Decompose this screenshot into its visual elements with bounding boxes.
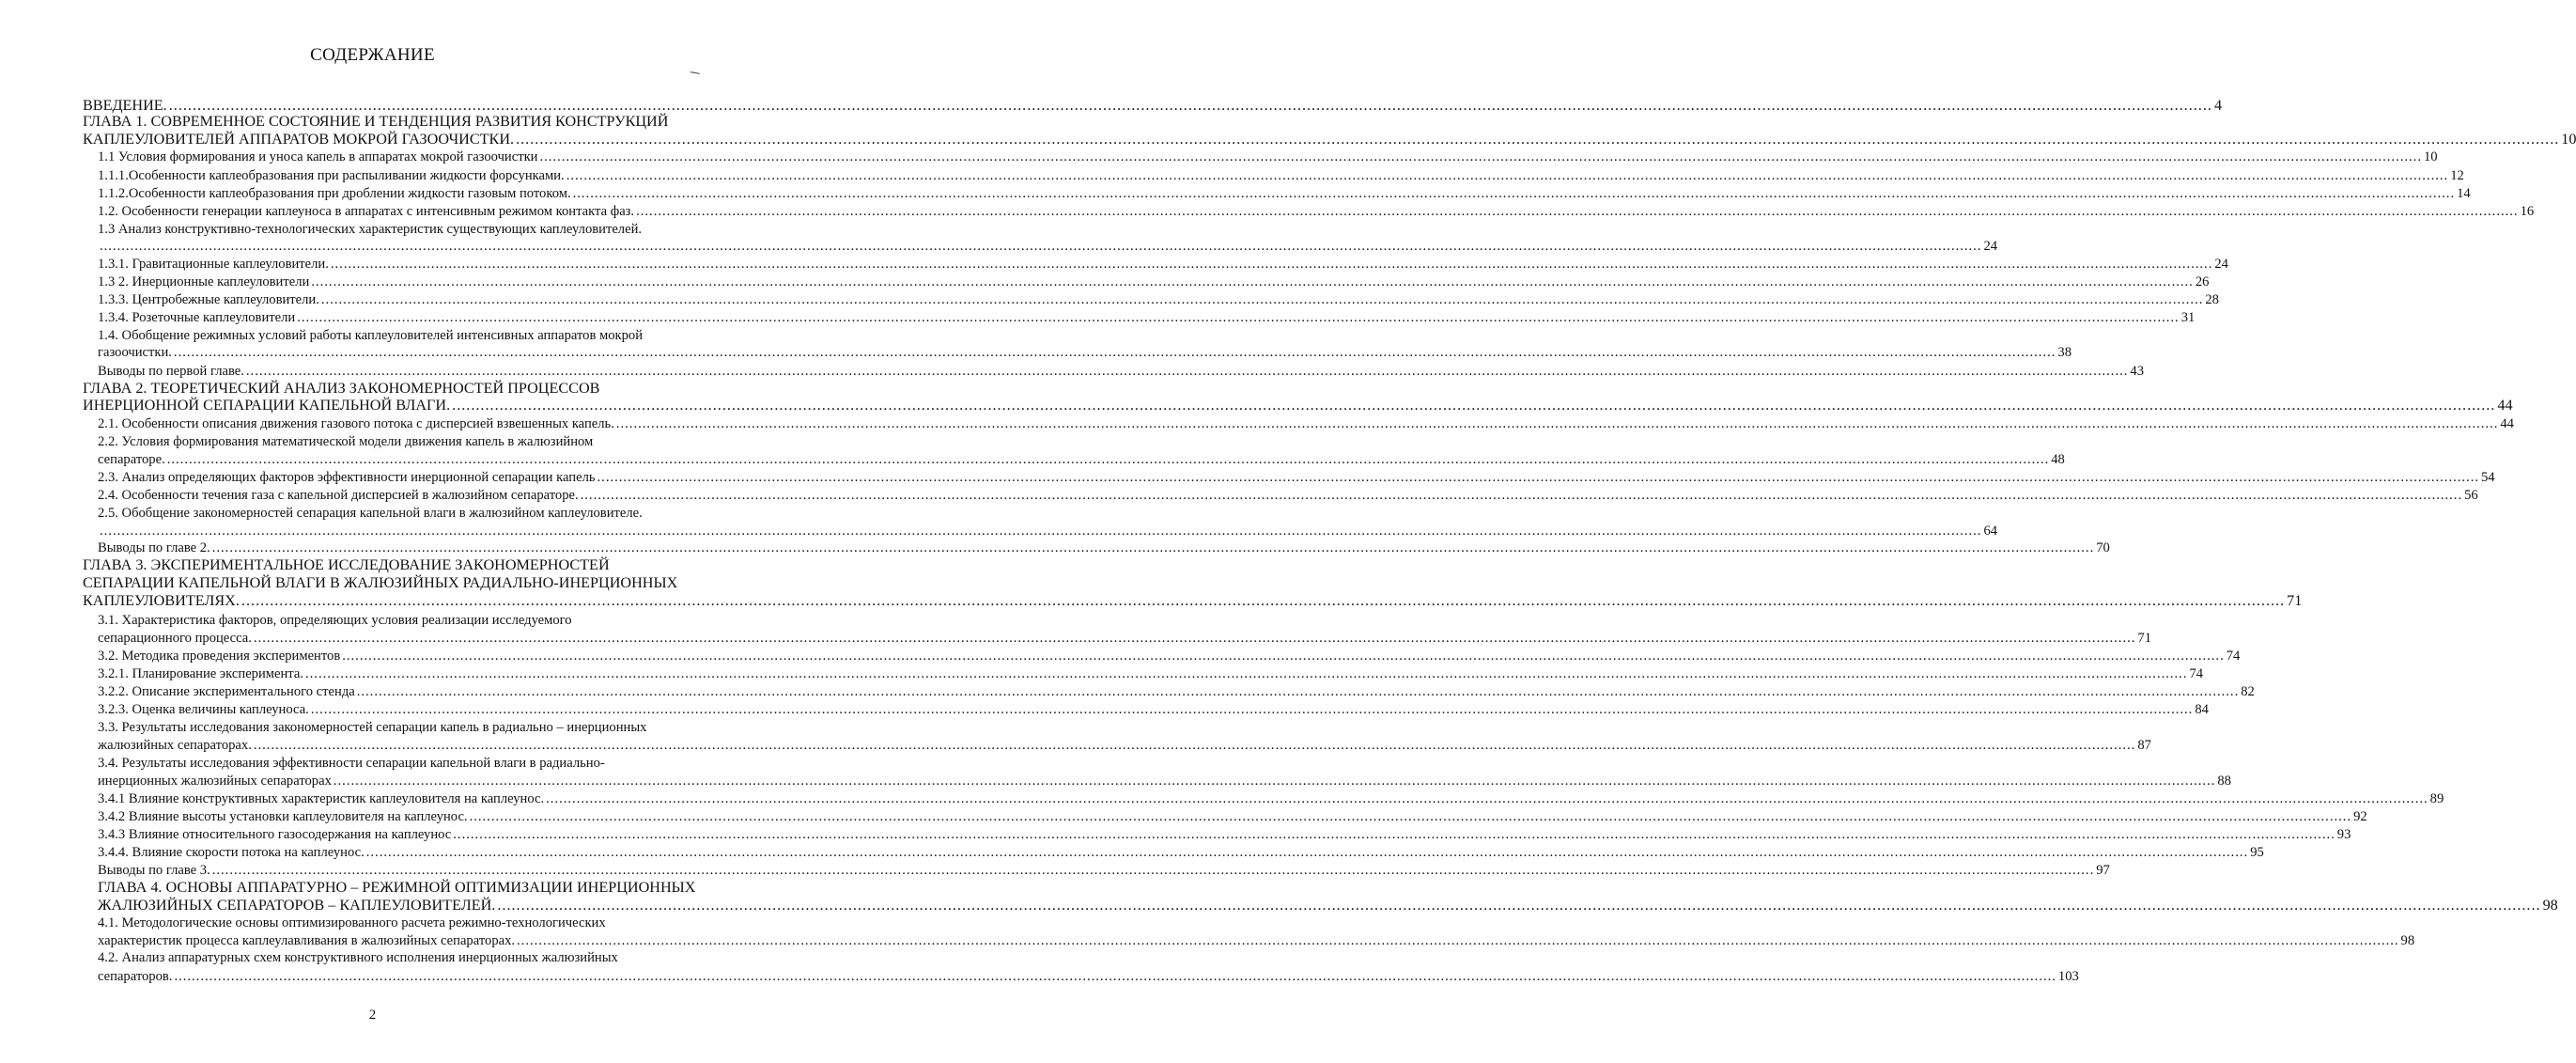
toc-leader-dots xyxy=(174,968,2056,986)
toc-entry xyxy=(98,879,720,897)
toc-entry xyxy=(83,113,720,131)
toc-entry-text: 1.3 2. Инерционные каплеуловители xyxy=(98,274,310,289)
toc-entry-page: 28 xyxy=(2205,292,2219,307)
toc-entry xyxy=(98,149,2438,166)
toc-entry-page: 24 xyxy=(1983,239,1998,254)
toc-entry-page: 92 xyxy=(2353,809,2367,824)
toc-entry-page: 16 xyxy=(2520,204,2535,219)
toc-leader-dots xyxy=(573,185,2455,203)
toc-entry-page: 87 xyxy=(2137,738,2151,753)
toc-entry-page: 93 xyxy=(2336,827,2351,842)
toc-leader-dots xyxy=(241,592,2285,610)
toc-entry xyxy=(98,862,2110,880)
toc-entry-text: 2.3. Анализ определяющих факторов эффективности инерционной сепарации капель xyxy=(98,470,596,485)
toc-leader-dots xyxy=(581,487,2462,505)
toc-entry-page: 82 xyxy=(2241,684,2255,699)
toc-entry-text: ИНЕРЦИОННОЙ СЕПАРАЦИИ КАПЕЛЬНОЙ ВЛАГИ. xyxy=(83,397,451,414)
toc-entry-text: 1.1 Условия формирования и уноса капель в аппаратах мокрой газоочистки xyxy=(98,149,538,164)
toc-entry-text: 1.3.4. Розеточные каплеуловители xyxy=(98,310,296,325)
toc-entry xyxy=(83,380,720,398)
toc-entry-text: 4.1. Методологические основы оптимизированного расчета режимно-технологических xyxy=(98,915,606,930)
toc-entry xyxy=(98,451,2065,469)
toc-entry-text: 4.2. Анализ аппаратурных схем конструктивного исполнения инерционных жалюзийных xyxy=(98,950,618,965)
toc-entry xyxy=(83,592,2303,610)
toc-entry-page: 44 xyxy=(2497,397,2513,414)
toc-entry-page: 24 xyxy=(2214,257,2228,272)
toc-entry-text: 1.4. Обобщение режимных условий работы каплеуловителей интенсивных аппаратов мокрой xyxy=(98,328,644,343)
toc-entry-text: 1.2. Особенности генерации каплеуноса в аппаратах с интенсивным режимом контакта фаз. xyxy=(98,204,635,219)
toc-entry xyxy=(98,665,2204,683)
toc-entry xyxy=(98,932,2415,950)
toc-leader-dots xyxy=(331,256,2212,274)
toc-entry-page: 71 xyxy=(2287,592,2303,609)
toc-entry-text: Выводы по главе 2. xyxy=(98,540,210,555)
toc-entry-page: 71 xyxy=(2137,631,2151,646)
toc-entry-text: сепарационного процесса. xyxy=(98,631,252,646)
toc-entry xyxy=(98,897,2558,914)
toc-entry-text: КАПЛЕУЛОВИТЕЛЯХ. xyxy=(83,592,240,609)
toc-entry-text: 2.2. Условия формирования математической модели движения капель в жалюзийном xyxy=(98,434,594,449)
toc-entry-page: 44 xyxy=(2500,416,2514,431)
toc-entry-text: 1.1.1.Особенности каплеобразования при распыливании жидкости форсунками. xyxy=(98,168,565,183)
toc-entry-page: 95 xyxy=(2250,845,2264,860)
toc-entry-page: 10 xyxy=(2423,149,2438,164)
toc-leader-dots xyxy=(334,773,2215,790)
toc-entry-text: сепараторе. xyxy=(98,452,165,467)
toc-entry xyxy=(98,683,2255,701)
toc-entry-page: 98 xyxy=(2542,897,2558,914)
toc-entry xyxy=(98,203,2535,221)
toc-entry xyxy=(98,790,2444,808)
toc-entry xyxy=(98,487,2478,505)
toc-entry-text: КАПЛЕУЛОВИТЕЛЕЙ АППАРАТОВ МОКРОЙ ГАЗООЧИСТКИ. xyxy=(83,131,515,148)
toc-entry-page: 10 xyxy=(2561,131,2576,148)
toc-entry xyxy=(83,131,2576,149)
toc-entry-page: 48 xyxy=(2051,452,2065,467)
toc-entry-text: 1.1.2.Особенности каплеобразования при дроблении жидкости газовым потоком. xyxy=(98,186,571,201)
toc-entry xyxy=(98,808,2367,826)
toc-entry-text: ГЛАВА 2. ТЕОРЕТИЧЕСКИЙ АНАЛИЗ ЗАКОНОМЕРНОСТЕЙ ПРОЦЕССОВ xyxy=(83,380,600,397)
toc-entry-text: ГЛАВА 4. ОСНОВЫ АППАРАТУРНО – РЕЖИМНОЙ ОПТИМИЗАЦИИ ИНЕРЦИОННЫХ xyxy=(98,879,696,896)
toc-entry xyxy=(98,185,2471,203)
toc-entry-text: сепараторов. xyxy=(98,969,173,984)
page-title: СОДЕРЖАНИЕ xyxy=(310,45,435,65)
toc-entry-page: 70 xyxy=(2096,540,2110,555)
toc-entry-text: ВВЕДЕНИЕ. xyxy=(83,97,167,114)
toc-leader-dots xyxy=(212,539,2094,557)
toc-entry xyxy=(98,737,2151,755)
toc-entry xyxy=(98,469,2495,487)
toc-leader-dots xyxy=(497,897,2540,914)
toc-entry-text: 1.3 Анализ конструктивно-технологических характеристик существующих каплеуловителей. xyxy=(98,222,643,237)
toc-entry xyxy=(98,327,720,345)
toc-entry xyxy=(83,397,2513,414)
toc-entry-page: 74 xyxy=(2189,666,2204,681)
toc-entry xyxy=(98,344,2072,362)
toc-entry xyxy=(98,773,2231,790)
toc-leader-dots xyxy=(100,523,1981,540)
toc-entry-page: 74 xyxy=(2226,649,2241,664)
toc-entry-text: газоочистки. xyxy=(98,345,172,360)
toc-entry-text: 3.4.2 Влияние высоты установки каплеуловителя на каплеунос. xyxy=(98,809,468,824)
toc-entry xyxy=(98,719,720,737)
toc-entry-text: 3.4.3 Влияние относительного газосодержания на каплеунос xyxy=(98,827,452,842)
toc-leader-dots xyxy=(167,451,2049,469)
toc-leader-dots xyxy=(636,203,2518,221)
toc-entry xyxy=(98,612,720,630)
toc-entry-page: 4 xyxy=(2213,97,2223,114)
toc-leader-dots xyxy=(246,363,2128,381)
toc-entry-page: 26 xyxy=(2195,274,2210,289)
toc-entry xyxy=(98,630,2151,648)
toc-entry xyxy=(83,574,720,592)
toc-entry-page: 31 xyxy=(2180,310,2196,325)
toc-entry-text: 3.2.3. Оценка величины каплеуноса. xyxy=(98,702,309,717)
toc-entry xyxy=(83,556,720,574)
toc-entry-text: Выводы по первой главе. xyxy=(98,364,244,379)
toc-leader-dots xyxy=(212,862,2094,880)
stray-mark xyxy=(691,69,701,74)
toc-entry-text: 3.4.1 Влияние конструктивных характеристик каплеуловителя на каплеунос. xyxy=(98,791,545,806)
toc-entry xyxy=(98,968,2079,986)
toc-leader-dots xyxy=(254,630,2135,648)
toc-entry-text: инерционных жалюзийных сепараторах xyxy=(98,774,332,789)
toc-entry-text: 3.3. Результаты исследования закономерностей сепарации капель в радиально – инерционных xyxy=(98,720,647,735)
toc-leader-dots xyxy=(311,274,2193,291)
toc-leader-dots xyxy=(616,415,2498,433)
toc-leader-dots xyxy=(566,167,2448,185)
toc-leader-dots xyxy=(546,790,2428,808)
toc-leader-dots xyxy=(254,737,2135,755)
toc-leader-dots xyxy=(321,291,2203,309)
toc-entry-text: ГЛАВА 3. ЭКСПЕРИМЕНТАЛЬНОЕ ИССЛЕДОВАНИЕ ЗАКОНОМЕРНОСТЕЙ xyxy=(83,556,610,573)
toc-entry-page: 103 xyxy=(2057,969,2079,984)
toc-leader-dots xyxy=(297,309,2179,327)
toc-entry-page: 97 xyxy=(2096,863,2110,878)
toc-entry-text: 2.5. Обобщение закономерностей сепарация капельной влаги в жалюзийном каплеуловителе. xyxy=(98,506,643,521)
toc-entry-page: 43 xyxy=(2130,364,2144,379)
toc-entry xyxy=(98,167,2464,185)
toc-entry-page: 98 xyxy=(2400,933,2415,948)
toc-entry-page: 88 xyxy=(2217,774,2231,789)
toc-entry xyxy=(98,755,720,773)
toc-entry xyxy=(98,256,2228,274)
toc-entry xyxy=(98,539,2110,557)
toc-entry xyxy=(98,433,720,451)
toc-entry-text: 3.2.1. Планирование эксперимента. xyxy=(98,666,303,681)
toc-entry xyxy=(98,523,1998,540)
toc-leader-dots xyxy=(174,344,2056,362)
toc-entry-text: Выводы по главе 3. xyxy=(98,863,210,878)
toc-entry-text: жалюзийных сепараторах. xyxy=(98,738,252,753)
toc-entry xyxy=(98,701,2209,719)
toc-leader-dots xyxy=(597,469,2479,487)
toc-entry-text: 2.1. Особенности описания движения газового потока с дисперсией взвешенных капель. xyxy=(98,416,614,431)
toc-entry-text: характеристик процесса каплеулавливания в жалюзийных сепараторах. xyxy=(98,933,516,948)
toc-entry-text: 1.3.3. Центробежные каплеуловители. xyxy=(98,292,319,307)
toc-leader-dots xyxy=(517,932,2398,950)
toc-entry xyxy=(98,949,720,967)
toc-entry xyxy=(98,914,720,932)
toc-entry-page: 89 xyxy=(2429,791,2444,806)
toc-entry-text: СЕПАРАЦИИ КАПЕЛЬНОЙ ВЛАГИ В ЖАЛЮЗИЙНЫХ РАДИАЛЬНО-ИНЕРЦИОННЫХ xyxy=(83,574,678,591)
toc-entry xyxy=(98,826,2351,844)
toc-entry xyxy=(98,415,2514,433)
toc-leader-dots xyxy=(470,808,2351,826)
toc-entry-text: 2.4. Особенности течения газа с капельной дисперсией в жалюзийном сепараторе. xyxy=(98,488,579,503)
toc-entry-text: 3.4. Результаты исследования эффективности сепарации капельной влаги в радиально- xyxy=(98,756,605,771)
toc-entry-text: 3.2. Методика проведения экспериментов xyxy=(98,649,341,664)
toc-entry xyxy=(98,221,720,239)
toc-entry xyxy=(98,238,1998,256)
toc-entry xyxy=(98,291,2219,309)
toc-entry-page: 84 xyxy=(2195,702,2209,717)
toc-entry-page: 54 xyxy=(2481,470,2495,485)
toc-leader-dots xyxy=(366,844,2248,862)
toc-entry-page: 12 xyxy=(2450,168,2464,183)
toc-entry-text: 3.4.4. Влияние скорости потока на каплеунос. xyxy=(98,845,365,860)
toc-entry xyxy=(98,274,2210,291)
toc-entry-page: 56 xyxy=(2464,488,2478,503)
toc-entry xyxy=(98,309,2196,327)
toc-entry-page: 38 xyxy=(2057,345,2072,360)
toc-entry-page: 64 xyxy=(1983,524,1998,539)
toc-entry xyxy=(98,648,2241,665)
toc-leader-dots xyxy=(311,701,2193,719)
toc-leader-dots xyxy=(452,397,2495,414)
toc-entry-page: 14 xyxy=(2457,186,2471,201)
toc-leader-dots xyxy=(100,238,1981,256)
toc-entry-text: ГЛАВА 1. СОВРЕМЕННОЕ СОСТОЯНИЕ И ТЕНДЕНЦИЯ РАЗВИТИЯ КОНСТРУКЦИЙ xyxy=(83,113,669,130)
toc-entry-text: 3.2.2. Описание экспериментального стенда xyxy=(98,684,355,699)
toc-leader-dots xyxy=(357,683,2239,701)
toc-entry xyxy=(98,363,2144,381)
toc-entry xyxy=(98,505,720,523)
toc-leader-dots xyxy=(342,648,2224,665)
page-number: 2 xyxy=(368,1008,377,1023)
toc-leader-dots xyxy=(305,665,2187,683)
toc-entry-text: ЖАЛЮЗИЙНЫХ СЕПАРАТОРОВ – КАПЛЕУЛОВИТЕЛЕЙ. xyxy=(98,897,496,914)
toc-leader-dots xyxy=(516,131,2559,149)
toc-entry xyxy=(98,844,2264,862)
toc-entry-text: 3.1. Характеристика факторов, определяющих условия реализации исследуемого xyxy=(98,613,572,628)
toc-leader-dots xyxy=(453,826,2335,844)
toc-entry-text: 1.3.1. Гравитационные каплеуловители. xyxy=(98,257,329,272)
toc-leader-dots xyxy=(539,149,2421,166)
